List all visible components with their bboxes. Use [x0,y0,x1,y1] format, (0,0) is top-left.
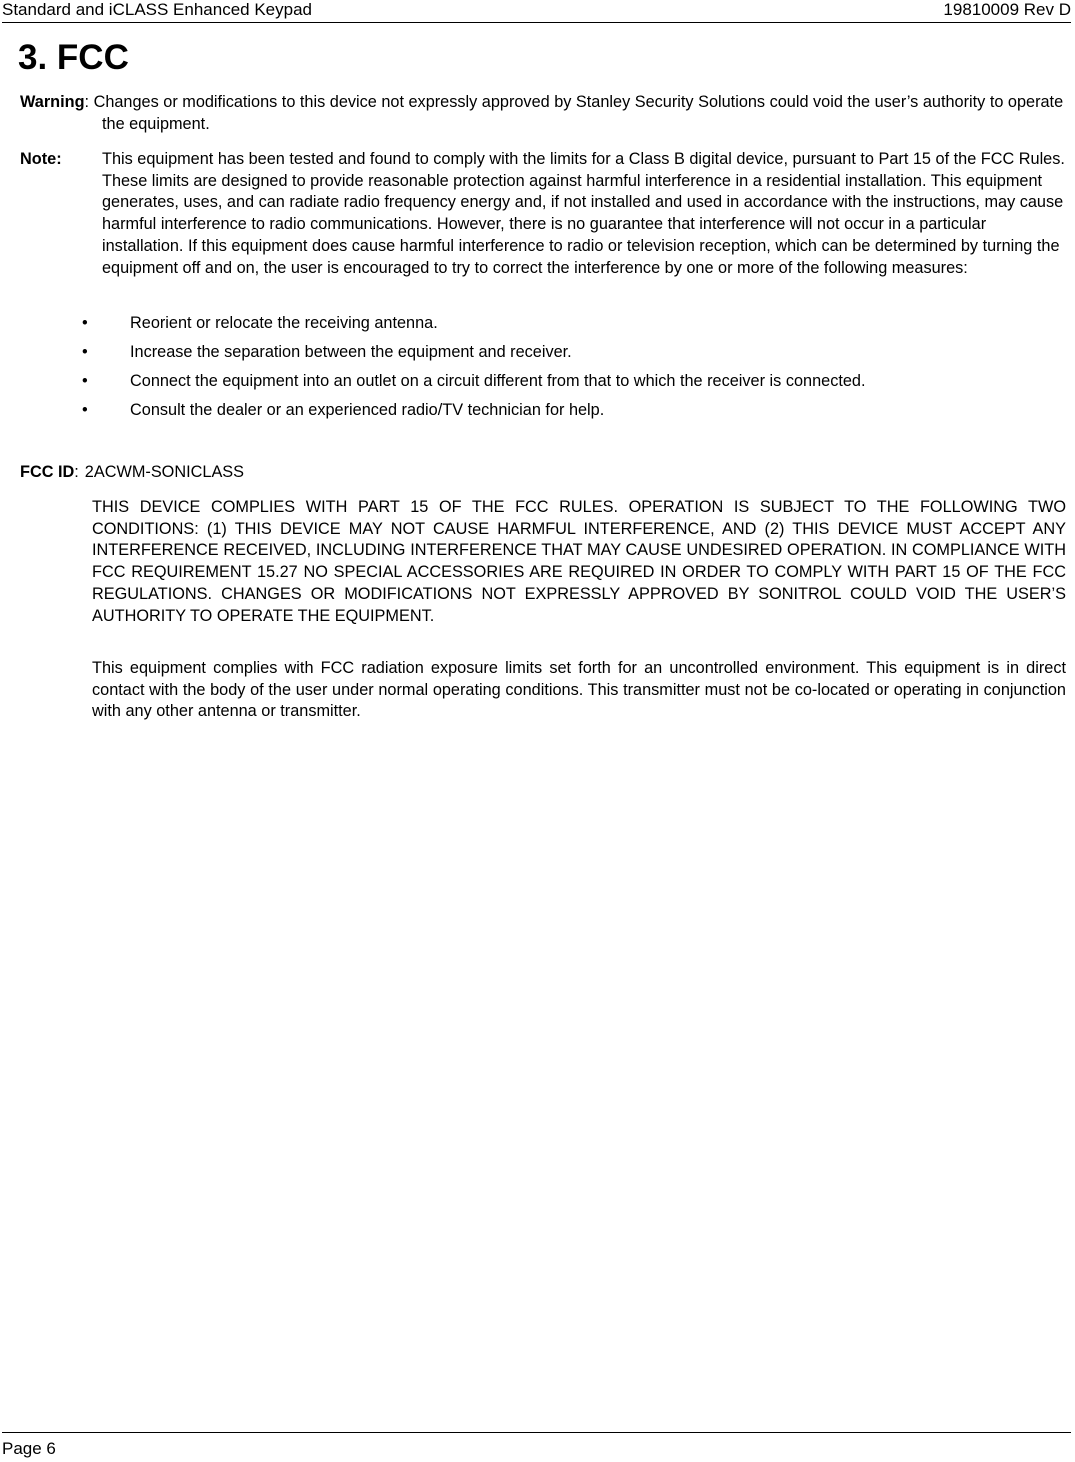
warning-label: Warning [20,93,85,111]
measure-text: Increase the separation between the equipment and receiver. [130,343,572,361]
page-header [2,0,1071,23]
note-text: This equipment has been tested and found to comply with the limits for a Class B digital device, pursuant to Part 15 of the FCC Rules. These limits are designed to provide reasonable protection against harmful interference in a residential installation. This equipment generates, uses, and can radiate radio frequency energy and, if not installed and used in accordance with the instructions, may cause harmful interference to radio communications. However, there is no guarantee that interference will not occur in a particular installation. If this equipment does cause harmful interference to radio or television reception, which can be determined by turning the equipment off and on, the user is encouraged to try to correct the interference by one or more of the following measures: [102,150,1065,277]
section-title: 3. FCC [18,38,129,77]
fcc-id-value: 2ACWM-SONICLASS [84,463,245,481]
rf-exposure-statement: This equipment complies with FCC radiation exposure limits set forth for an uncontrolled environment. This equipment is in direct contact with the body of the user under normal operating conditions. This transmitter must not be co-located or operating in conjunction with any other antenna or transmitter. [92,659,1066,721]
note-label-wrap [20,149,102,171]
note-paragraph [20,149,1070,279]
fcc-id-colon: : [74,463,79,481]
measures-list [82,313,866,429]
measure-text: Consult the dealer or an experienced radio/TV technician for help. [130,401,605,419]
measure-text: Reorient or relocate the receiving antenna. [130,314,438,332]
bullet-icon: • [82,372,88,390]
note-colon: : [56,150,62,168]
bullet-icon: • [82,343,88,361]
bullet-icon: • [82,314,88,332]
page-footer [2,1432,1071,1459]
document-title: Standard and iCLASS Enhanced Keypad [2,0,313,19]
list-item [82,400,866,429]
compliance-statement: THIS DEVICE COMPLIES WITH PART 15 OF THE FCC RULES. OPERATION IS SUBJECT TO THE FOLLOWING TWO CONDITIONS: (1) THIS DEVICE MAY NOT CAUSE HARMFUL INTERFERENCE, AND (2) THIS DEVICE MUST ACCEPT ANY INTERFERENCE RECEIVED, INCLUDING INTERFERENCE THAT MAY CAUSE UNDESIRED OPERATION. IN COMPLIANCE WITH FCC REQUIREMENT 15.27 NO SPECIAL ACCESSORIES ARE REQUIRED IN ORDER TO COMPLY WITH PART 15 OF THE FCC REGULATIONS. CHANGES OR MODIFICATIONS NOT EXPRESSLY APPROVED BY SONITROL COULD VOID THE USER’S AUTHORITY TO OPERATE THE EQUIPMENT. [92,498,1066,625]
document-number: 19810009 Rev D [943,0,1071,19]
list-item [82,342,866,371]
list-item [82,313,866,342]
measure-text: Connect the equipment into an outlet on a circuit different from that to which the receiver is connected. [130,372,866,390]
page-number: Page 6 [2,1439,56,1458]
fcc-id-line [20,462,244,484]
warning-text: : Changes or modifications to this device not expressly approved by Stanley Security Solutions could void the user’s authority to operate the equipment. [84,93,1064,133]
fcc-id-label: FCC ID [20,463,75,481]
note-label: Note [20,150,57,168]
warning-paragraph [20,92,1070,135]
bullet-icon: • [82,401,88,419]
list-item [82,371,866,400]
